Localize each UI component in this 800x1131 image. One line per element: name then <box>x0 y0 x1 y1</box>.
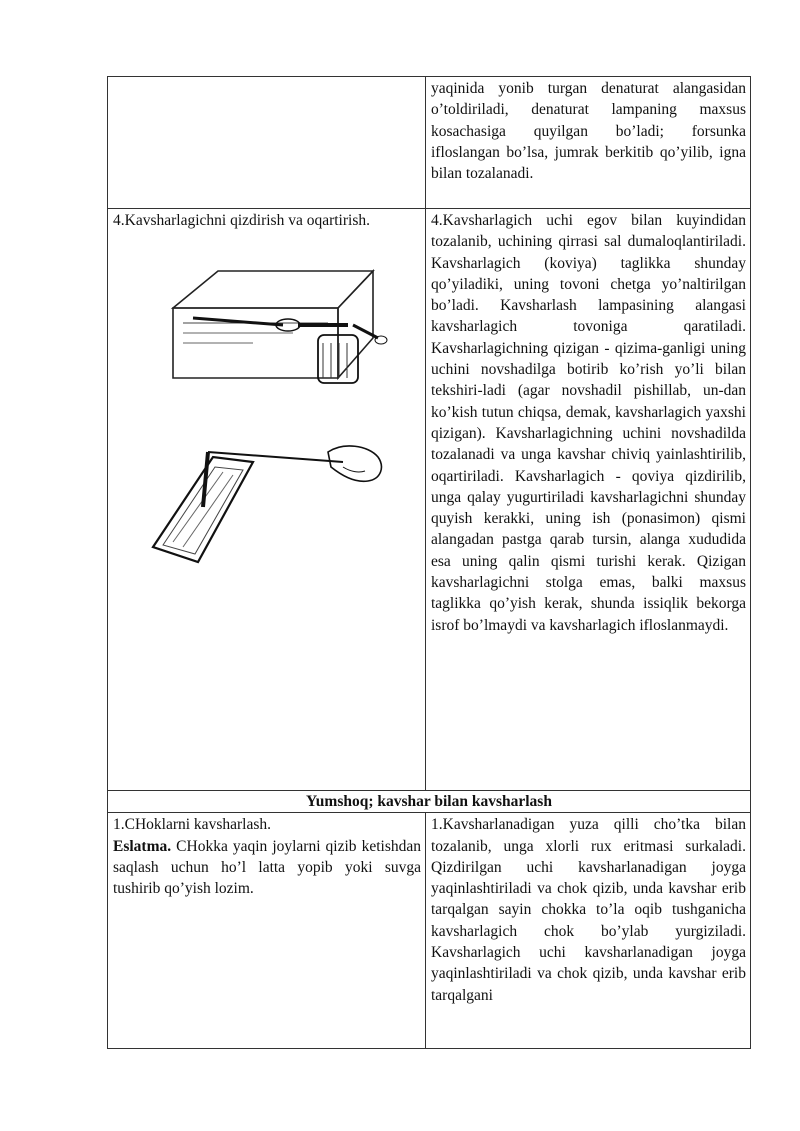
section-heading-row <box>108 791 751 813</box>
step-title: 1.CHoklarni kavsharlash. <box>113 816 271 834</box>
note-label: Eslatma. <box>113 837 172 855</box>
table-row <box>108 77 751 209</box>
soldering-iron-in-hand-illustration <box>143 437 393 567</box>
table-cell-right <box>426 813 751 1049</box>
step-title: 4.Kavsharlagichni qizdirish va oqartirish. <box>113 212 370 229</box>
table-cell-left-empty <box>108 77 426 209</box>
table-cell-left <box>108 813 426 1049</box>
table-cell-left <box>108 209 426 791</box>
section-heading: Yumshoq; kavshar bilan kavsharlash <box>108 791 751 813</box>
note-text: CHokka yaqin joylarni qizib ketishdan saqlash uchun ho’l latta yopib yoki suvga tushirib qo’yish lozim. <box>113 837 421 898</box>
step-description: 4.Kavsharlagich uchi egov bilan kuyindidan tozalanib, uchining qirrasi sal dumaloqlantiriladi. Kavsharlagich (koviya) taglikka shunday qo’yiladiki, uning tovoni chetga yo’naltirilgan bo’ladi. Kavsharlash lampasining alangasi kavsharlagich tovoniga qaratiladi. Kavsharlagichning qizigan - qizima-ganligi uning uchini novshadilga botirib ko’rish yo’li bilan tekshiri-ladi (agar novshadil pishillab, un-dan ko’kish tutun chiqsa, demak, kavsharlagich yaxshi qizigan). Kavsharlagichning uchini novshadilda tozalanadi va unga kavshar chiviq yainlashtirilib, oqartiriladi. Kavsharlagich - qoviya qizdirilib, unga qalay yugurtiriladi kavsharlagichni shunday quyish kerakki, uning ish (ponasimon) qismi alangadan pastga qarab tursin, alanga xududida esa uning qalin qismi turishi kerak. Qizigan kavsharlagichni stolga emas, balki maxsus taglikka qo’yish kerak, shunda issiqlik bekorga isrof bo’lmaydi va kavsharlagich ifloslanmaydi. <box>431 212 746 634</box>
table-cell-right <box>426 209 751 791</box>
table-cell-right <box>426 77 751 209</box>
table-row <box>108 209 751 791</box>
table-row <box>108 813 751 1049</box>
instruction-table <box>107 76 751 1049</box>
note-paragraph <box>113 836 421 900</box>
step-description: 1.Kavsharlanadigan yuza qilli cho’tka bilan tozalanib, unga xlorli rux eritmasi surkaladi. Qizdirilgan uchi kavsharlanadigan joyga yaqinlashtiriladi va chok qizib, unda kavshar erib tarqalgan sayin chokka to’la oqib tushganicha kavsharlagich chok bo’ylab yurgiziladi. Kavsharlagich uchi kavsharlanadigan joyga yaqinlashtiriladi va chok qizib, unda kavshar erib tarqalgani <box>431 816 746 1004</box>
soldering-lamp-illustration <box>163 263 393 403</box>
step-description: yaqinida yonib turgan denaturat alangasidan o’toldiriladi, denaturat lampaning maxsus kosachasiga quyilgan bo’ladi; forsunka ifloslangan bo’lsa, jumrak berkitib qo’yilib, igna bilan tozalanadi. <box>431 80 746 183</box>
